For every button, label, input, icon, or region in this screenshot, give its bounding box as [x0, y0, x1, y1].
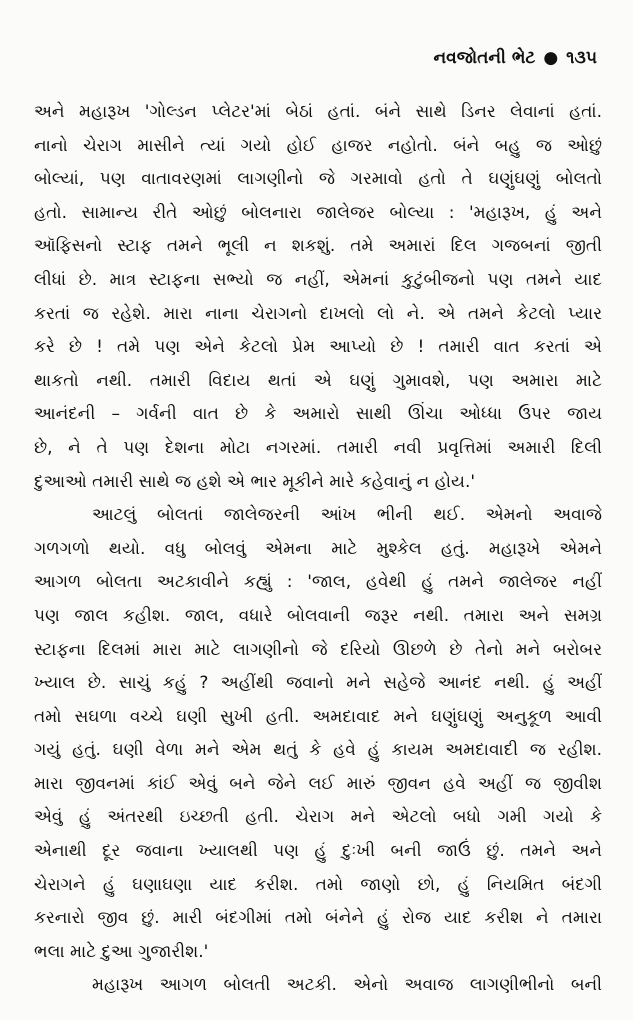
text-line: આટલું બોલતાં જાલેજરની આંખ ભીની થઈ. એમનો અવાજે — [92, 505, 602, 526]
text-line: કરે છે ! તમે પણ એને કેટલો પ્રેમ આપ્યો છે ! તમારી વાત કરતાં એ — [34, 337, 602, 358]
text-line: લીધાં છે. માત્ર સ્ટાફના સભ્યો જ નહીં, એમનાં કુટુંબીજનો પણ તમને યાદ — [34, 269, 602, 290]
text-line: ખ્યાલ છે. સાચું કહું ? અહીંથી જવાનો મને સહેજે આનંદ નથી. હું અહીં — [34, 673, 602, 694]
text-line: દુઆઓ તમારી સાથે જ હશે એ ભાર મૂકીને મારે કહેવાનું ન હોય.' — [34, 471, 476, 492]
text-line: તમો સઘળા વચ્ચે ઘણી સુખી હતી. અમદાવાદ મને ઘણુંઘણું અનુકૂળ આવી — [34, 706, 602, 727]
text-line: મારા જીવનમાં કાંઈ એવું બને જેને લઈ મારું જીવન હવે અહીં જ જીવીશ — [34, 773, 602, 794]
text-line: ભલા માટે દુઆ ગુજારીશ.' — [34, 941, 209, 962]
text-line: એનાથી દૂર જવાના ખ્યાલથી પણ હું દુઃખી બની જાઉં છું. તમને અને — [34, 841, 602, 862]
running-header — [434, 48, 597, 68]
text-line: થાકતો નથી. તમારી વિદાય થતાં એ ઘણું ગુમાવશે, પણ અમારા માટે — [34, 370, 602, 391]
text-line: ચેરાગને હું ઘણાઘણા યાદ કરીશ. તમો જાણો છો, હું નિયમિત બંદગી — [34, 874, 602, 895]
text-line: એવું હું અંતરથી ઇચ્છતી હતી. ચેરાગ મને એટલો બધો ગમી ગયો કે — [34, 807, 602, 828]
text-line: બોલ્યાં, પણ વાતાવરણમાં લાગણીનો જે ગરમાવો હતો તે ઘણુંઘણું બોલતો — [34, 169, 602, 190]
text-line: કરનારો જીવ છું. મારી બંદગીમાં તમો બંનેને હું રોજ યાદ કરીશ ને તમારા — [34, 908, 602, 929]
running-title: નવજોતની ભેટ — [433, 48, 536, 68]
text-line: પણ જાલ કહીશ. જાલ, વધારે બોલવાની જરૂર નથી. તમારા અને સમગ્ર — [34, 605, 602, 626]
header-separator: ● — [543, 48, 559, 68]
text-line: સ્ટાફના દિલમાં મારા માટે લાગણીનો જે દરિયો ઊછળે છે તેનો મને બરોબર — [34, 639, 602, 660]
text-line: આનંદની – ગર્વની વાત છે કે અમારો સાથી ઊંચા ઓધ્ધા ઉપર જાય — [34, 404, 602, 425]
text-line: હતો. સામાન્ય રીતે ઓછું બોલનારા જાલેજર બોલ્યા : 'મહારૂખ, હું અને — [34, 202, 602, 223]
text-line: નાનો ચેરાગ માસીને ત્યાં ગયો હોઈ હાજર નહોતો. બંને બહુ જ ઓછું — [34, 135, 602, 156]
text-line: મહારૂખ આગળ બોલતી અટકી. એનો અવાજ લાગણીભીનો બની — [92, 975, 602, 996]
text-line: અને મહારૂખ 'ગોલ્ડન પ્લેટર'માં બેઠાં હતાં. બંને સાથે ડિનર લેવાનાં હતાં. — [34, 102, 602, 122]
text-line: ગયું હતું. ઘણી વેળા મને એમ થતું કે હવે હું કાયમ અમદાવાદી જ રહીશ. — [34, 740, 602, 761]
page-number: ૧૩૫ — [566, 48, 597, 68]
text-line: આગળ બોલતા અટકાવીને કહ્યું : 'જાલ, હવેથી હું તમને જાલેજર નહીં — [34, 572, 602, 593]
text-line: કરતાં જ રહેશે. મારા નાના ચેરાગનો દાખલો લો ને. એ તમને કેટલો પ્યાર — [34, 303, 602, 324]
text-line: છે, ને તે પણ દેશના મોટા નગરમાં. તમારી નવી પ્રવૃત્તિમાં અમારી દિલી — [34, 437, 602, 458]
text-line: ઑફિસનો સ્ટાફ તમને ભૂલી ન શકશું. તમે અમારાં દિલ ગજબનાં જીતી — [34, 236, 602, 257]
text-line: ગળગળો થયો. વધુ બોલવું એમના માટે મુશ્કેલ હતું. મહારૂખે એમને — [34, 538, 602, 559]
body-text — [34, 96, 602, 1003]
